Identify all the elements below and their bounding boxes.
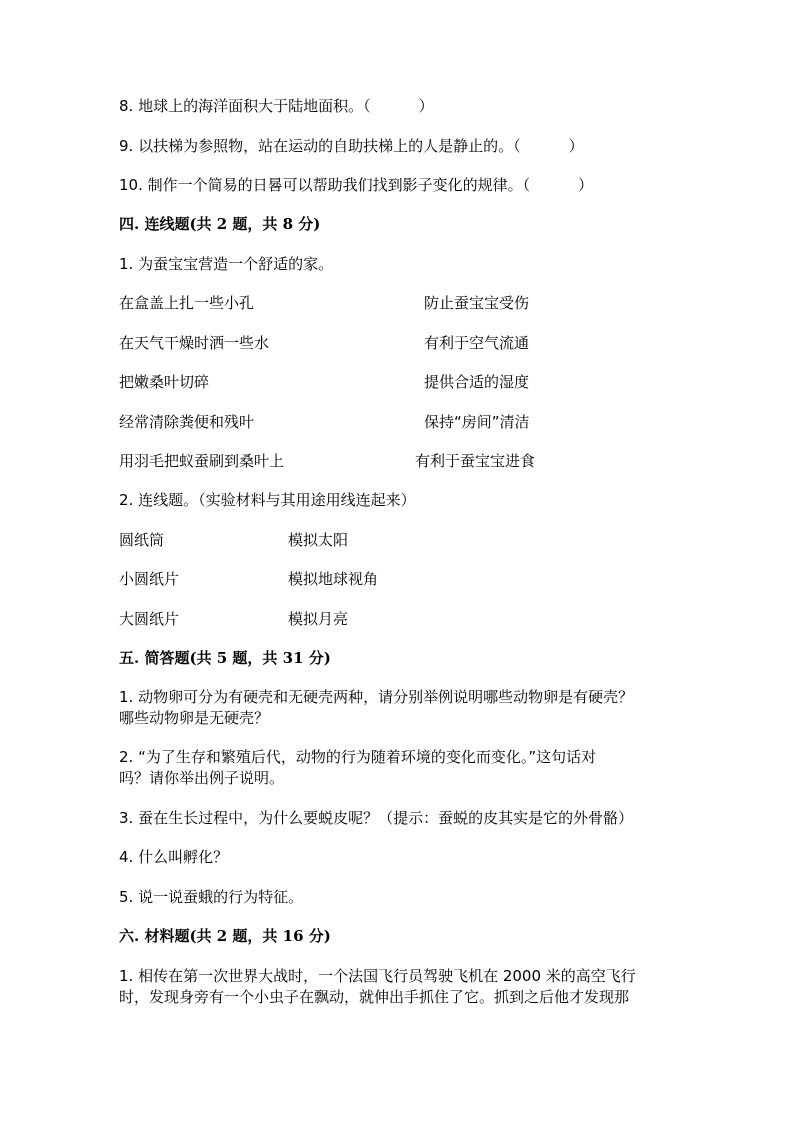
s4-q1-left-1: 在天气干燥时洒一些水 xyxy=(119,334,270,352)
s4-q1-left-3: 经常清除粪便和残叶 xyxy=(119,413,255,431)
s5-q2-line-0: 2. “为了生存和繁殖后代，动物的行为随着环境的变化而变化。”这句话对 xyxy=(119,748,597,766)
s4-q2-left-2: 大圆纸片 xyxy=(119,610,180,628)
s5-q1-line-0: 1. 动物卵可分为有硬壳和无硬壳两种，请分别举例说明哪些动物卵是有硬壳？ xyxy=(119,688,634,706)
s4-q2-prompt: 2. 连线题。（实验材料与其用途用线连起来） xyxy=(119,491,416,509)
s4-q1-left-4: 用羽毛把蚁蚕刷到桑叶上 xyxy=(119,452,285,470)
judge-q9-tail: ） xyxy=(568,137,584,155)
judge-q8-text: 8. 地球上的海洋面积大于陆地面积。（ xyxy=(119,97,371,115)
s4-q2-right-2: 模拟月亮 xyxy=(288,610,349,628)
s4-q2-right-1: 模拟地球视角 xyxy=(288,570,379,588)
section6-heading: 六. 材料题(共 2 题，共 16 分) xyxy=(119,927,331,945)
judge-q9 xyxy=(119,136,584,156)
s5-q3: 3. 蚕在生长过程中，为什么要蜕皮呢？（提示：蚕蜕的皮其实是它的外骨骼） xyxy=(119,809,634,827)
s6-q1-line-1: 时，发现身旁有一个小虫子在飘动，就伸出手抓住了它。抓到之后他才发现那 xyxy=(119,988,630,1006)
s4-q1-right-2: 提供合适的湿度 xyxy=(424,373,530,391)
judge-q10-text: 10. 制作一个简易的日晷可以帮助我们找到影子变化的规律。（ xyxy=(119,176,531,194)
s4-q2-left-0: 圆纸筒 xyxy=(119,531,165,549)
judge-q10 xyxy=(119,175,593,195)
s4-q2-right-0: 模拟太阳 xyxy=(288,531,349,549)
s5-q5: 5. 说一说蚕蛾的行为特征。 xyxy=(119,888,304,906)
s5-q2-line-1: 吗？请你举出例子说明。 xyxy=(119,769,285,787)
s5-q1-line-1: 哪些动物卵是无硬壳？ xyxy=(119,709,270,727)
judge-q10-tail: ） xyxy=(578,176,594,194)
section4-heading: 四. 连线题(共 2 题，共 8 分) xyxy=(119,215,321,233)
s6-q1-line-0: 1. 相传在第一次世界大战时，一个法国飞行员驾驶飞机在 2000 米的高空飞行 xyxy=(119,967,636,985)
s4-q1-right-1: 有利于空气流通 xyxy=(424,334,530,352)
s4-q1-left-0: 在盒盖上扎一些小孔 xyxy=(119,294,255,312)
s4-q1-right-4: 有利于蚕宝宝进食 xyxy=(415,452,536,470)
s4-q1-right-3: 保持“房间”清洁 xyxy=(424,413,530,431)
s5-q4: 4. 什么叫孵化？ xyxy=(119,848,229,866)
s4-q1-right-0: 防止蚕宝宝受伤 xyxy=(424,294,530,312)
judge-q8-tail: ） xyxy=(418,97,434,115)
judge-q8 xyxy=(119,96,434,116)
s4-q1-left-2: 把嫩桑叶切碎 xyxy=(119,373,210,391)
s4-q1-prompt: 1. 为蚕宝宝营造一个舒适的家。 xyxy=(119,255,334,273)
judge-q9-text: 9. 以扶梯为参照物，站在运动的自助扶梯上的人是静止的。（ xyxy=(119,137,521,155)
section5-heading: 五. 简答题(共 5 题，共 31 分) xyxy=(119,649,331,667)
s4-q2-left-1: 小圆纸片 xyxy=(119,570,180,588)
